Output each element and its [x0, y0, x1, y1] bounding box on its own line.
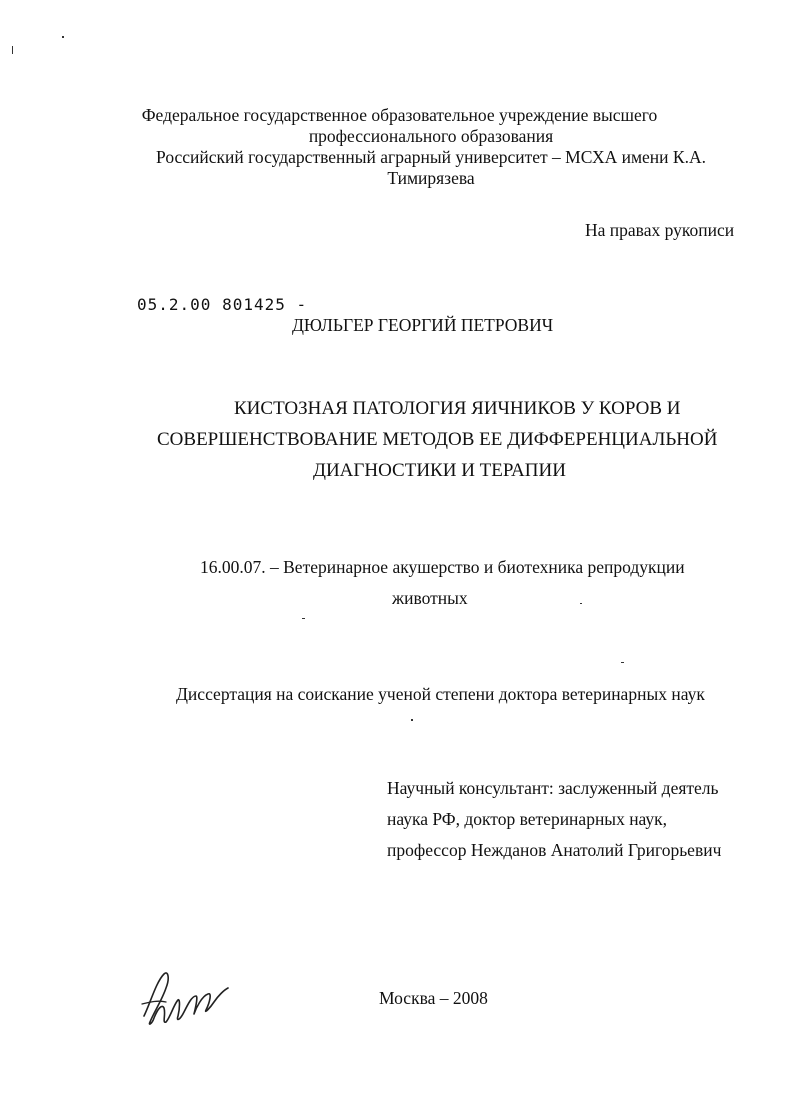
degree-statement: Диссертация на соискание ученой степени доктора ветеринарных наук — [176, 684, 705, 704]
institution-line-4: Тимирязева — [387, 168, 475, 188]
author-name: ДЮЛЬГЕР ГЕОРГИЙ ПЕТРОВИЧ — [292, 315, 554, 335]
institution-line-1: Федеральное государственное образовательное учреждение высшего — [141, 105, 658, 125]
city-year: Москва – 2008 — [379, 988, 488, 1008]
title-line-1: КИСТОЗНАЯ ПАТОЛОГИЯ ЯИЧНИКОВ У КОРОВ И — [234, 398, 681, 419]
scan-speck — [12, 46, 13, 54]
consultant-line-2: наука РФ, доктор ветеринарных наук, — [387, 809, 668, 829]
scan-speck — [621, 662, 624, 663]
consultant-line-3: профессор Нежданов Анатолий Григорьевич — [387, 840, 722, 860]
institution-line-3: Российский государственный аграрный университет – МСХА имени К.А. — [156, 147, 706, 167]
scan-speck — [62, 36, 64, 38]
institution-line-2: профессионального образования — [308, 126, 554, 146]
catalog-stamp: 05.2.00 801425 - — [137, 295, 308, 314]
rights-note: На правах рукописи — [585, 220, 735, 240]
scan-speck — [302, 618, 305, 619]
title-line-3: ДИАГНОСТИКИ И ТЕРАПИИ — [313, 460, 566, 481]
specialty-line-2: животных — [392, 588, 468, 608]
signature-icon — [140, 964, 235, 1036]
scan-speck — [580, 603, 582, 604]
specialty-line-1: 16.00.07. – Ветеринарное акушерство и биотехника репродукции — [200, 557, 685, 577]
consultant-line-1: Научный консультант: заслуженный деятель — [387, 778, 719, 798]
title-line-2: СОВЕРШЕНСТВОВАНИЕ МЕТОДОВ ЕЕ ДИФФЕРЕНЦИАЛЬНОЙ — [157, 429, 718, 450]
scan-speck — [411, 719, 413, 721]
